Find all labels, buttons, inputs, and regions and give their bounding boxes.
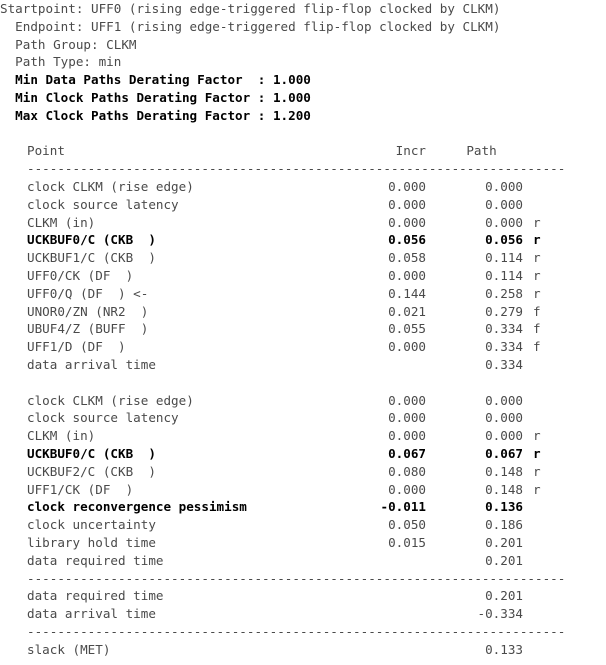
row-transition: r [533,446,541,461]
divider: ----------------------------------------------------------------------- [27,624,566,639]
required-row [0,552,606,570]
divider-line [0,570,606,588]
row-point: data required time [27,552,164,568]
row-path: 0.279 [485,303,523,319]
row-transition: r [533,214,541,230]
row-path: 0.201 [485,552,523,568]
row-point: clock source latency [27,196,179,212]
header-line: Min Clock Paths Derating Factor : 1.000 [0,90,311,105]
arrival-row [0,267,606,285]
column-header-path: Path [466,143,497,159]
row-path: 0.000 [485,392,523,408]
arrival-row [0,178,606,196]
required-row [0,516,606,534]
row-transition: r [533,250,541,266]
row-incr: 0.021 [388,303,426,319]
arrival-row [0,214,606,232]
row-path: 0.148 [485,463,523,479]
divider-line [0,160,606,178]
row-incr: 0.067 [388,446,426,461]
required-row [0,534,606,552]
row-incr: 0.000 [388,410,426,426]
header-line: Path Type: min [0,54,122,70]
divider: ----------------------------------------------------------------------- [27,161,566,177]
required-row [0,445,606,463]
header-line: Endpoint: UFF1 (rising edge-triggered flip-flop clocked by CLKM) [0,18,501,34]
row-point: clock source latency [27,410,179,426]
row-point: data arrival time [27,606,156,622]
header-line: Path Group: CLKM [0,36,137,52]
column-header-incr: Incr [395,143,426,159]
divider-line [0,623,606,641]
row-path: 0.067 [485,446,523,461]
row-point: UBUF4/Z (BUFF ) [27,321,149,337]
row-incr: 0.144 [388,285,426,301]
row-point: UFF0/Q (DF ) <- [27,285,149,301]
row-transition: r [533,463,541,479]
row-point: clock uncertainty [27,517,156,533]
arrival-row [0,231,606,249]
arrival-row [0,320,606,338]
row-path: 0.201 [485,588,523,604]
arrival-row [0,249,606,267]
row-incr: 0.058 [388,250,426,266]
row-transition: r [533,428,541,444]
required-row [0,427,606,445]
row-transition: r [533,232,541,248]
column-header-point: Point [27,143,65,159]
row-point: UFF1/D (DF ) [27,339,126,355]
header-line: Startpoint: UFF0 (rising edge-triggered flip-flop clocked by CLKM) [0,1,501,16]
row-point: CLKM (in) [27,214,96,230]
row-path: 0.000 [485,179,523,194]
row-path: 0.334 [485,321,523,337]
summary-row [0,605,606,623]
row-point: UCKBUF0/C (CKB ) [27,446,156,461]
row-path: 0.000 [485,196,523,212]
row-path: 0.114 [485,250,523,266]
row-point: UCKBUF2/C (CKB ) [27,463,156,479]
header-line: Max Clock Paths Derating Factor : 1.200 [0,107,311,123]
row-incr: 0.000 [388,268,426,283]
row-path: -0.334 [477,606,523,622]
row-path: 0.136 [485,499,523,515]
row-point: clock CLKM (rise edge) [27,392,194,408]
row-point: data required time [27,588,164,604]
row-path: 0.114 [485,268,523,283]
row-path: 0.148 [485,481,523,497]
row-incr: 0.080 [388,463,426,479]
row-incr: 0.000 [388,481,426,497]
required-row [0,463,606,481]
slack-row [0,641,606,659]
row-incr: 0.050 [388,517,426,533]
row-path: 0.056 [485,232,523,248]
row-incr: 0.056 [388,232,426,248]
row-path: 0.201 [485,535,523,550]
row-incr: 0.000 [388,339,426,355]
row-point: UCKBUF1/C (CKB ) [27,250,156,266]
row-point: CLKM (in) [27,428,96,444]
row-point: data arrival time [27,357,156,372]
arrival-row [0,338,606,356]
row-transition: r [533,285,541,301]
required-row [0,409,606,427]
divider: ----------------------------------------------------------------------- [27,570,566,586]
row-incr: -0.011 [380,499,426,515]
row-path: 0.000 [485,214,523,230]
row-point: clock CLKM (rise edge) [27,179,194,194]
row-point: UFF0/CK (DF ) [27,268,134,283]
row-point: slack (MET) [27,641,111,657]
row-path: 0.334 [485,339,523,355]
arrival-row [0,303,606,321]
row-path: 0.133 [485,641,523,657]
arrival-row [0,285,606,303]
row-transition: f [533,321,541,337]
row-point: UCKBUF0/C (CKB ) [27,232,156,248]
row-incr: 0.015 [388,535,426,550]
required-row [0,392,606,410]
row-point: clock reconvergence pessimism [27,499,247,515]
row-path: 0.000 [485,410,523,426]
column-header-row [0,142,606,160]
row-incr: 0.000 [388,428,426,444]
row-path: 0.000 [485,428,523,444]
required-row [0,481,606,499]
row-incr: 0.055 [388,321,426,337]
summary-row [0,587,606,605]
row-path: 0.186 [485,517,523,533]
row-transition: r [533,481,541,497]
row-incr: 0.000 [388,196,426,212]
row-path: 0.258 [485,285,523,301]
arrival-row [0,356,606,374]
row-incr: 0.000 [388,179,426,194]
row-transition: f [533,339,541,355]
row-incr: 0.000 [388,214,426,230]
row-incr: 0.000 [388,392,426,408]
row-transition: r [533,268,541,283]
header-line: Min Data Paths Derating Factor : 1.000 [0,72,311,88]
arrival-row [0,196,606,214]
row-point: UNOR0/ZN (NR2 ) [27,303,149,319]
required-row [0,498,606,516]
row-point: UFF1/CK (DF ) [27,481,134,497]
row-transition: f [533,303,541,319]
row-point: library hold time [27,535,156,550]
row-path: 0.334 [485,357,523,372]
